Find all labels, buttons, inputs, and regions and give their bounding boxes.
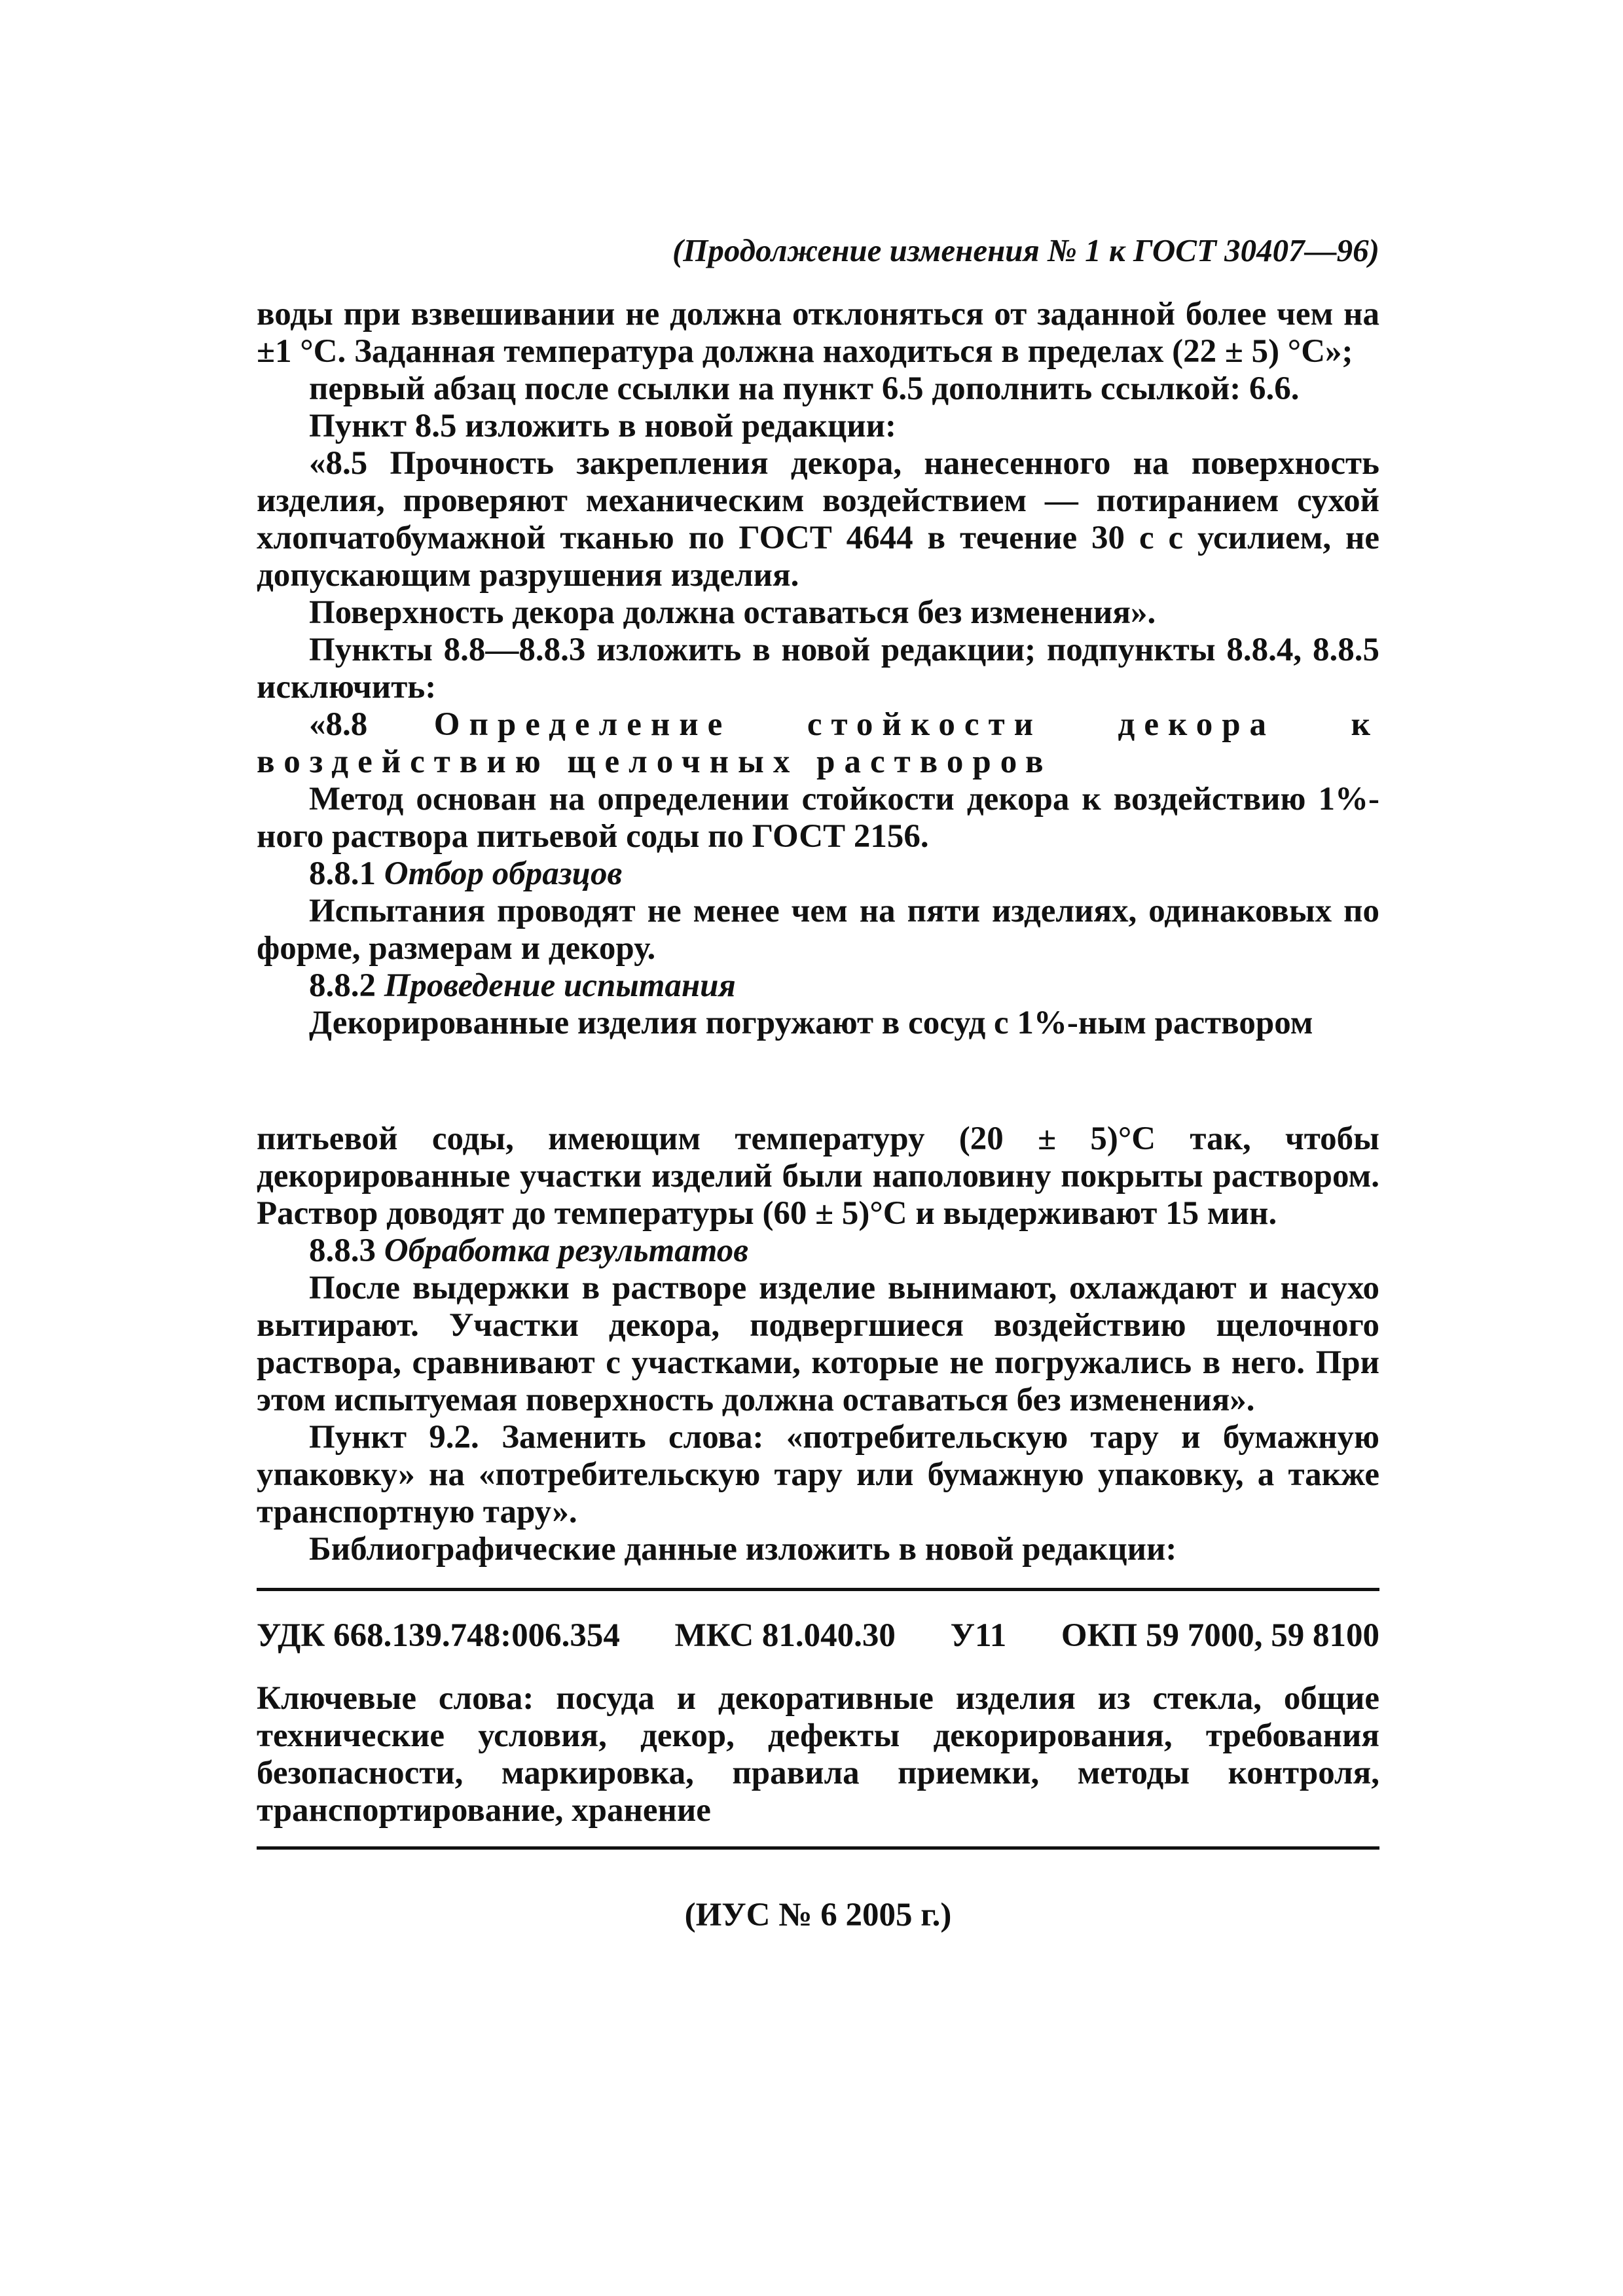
- document-page: [257, 229, 1379, 1935]
- paragraph: Пункт 8.5 изложить в новой редакции:: [309, 408, 896, 444]
- okp-code: ОКП 59 7000, 59 8100: [1061, 1617, 1379, 1654]
- subsection-title: Проведение испытания: [384, 967, 736, 1004]
- bottom-divider: [257, 1846, 1379, 1850]
- page-break-gap: [257, 1042, 1379, 1121]
- ius-reference: (ИУС № 6 2005 г.): [684, 1897, 952, 1933]
- paragraph: Декорированные изделия погружают в сосуд с 1%-ным раствором: [309, 1005, 1313, 1041]
- paragraph: Поверхность декора должна оставаться без изменения».: [309, 594, 1156, 631]
- subsection-heading-8-8-3: [257, 1232, 1379, 1270]
- paragraph: Испытания проводят не менее чем на пяти изделиях, одинаковых по форме, размерам и декору.: [257, 893, 1379, 967]
- section-title: Определение стойкости декора к воздействию щелочных растворов: [257, 706, 1379, 780]
- paragraph: После выдержки в растворе изделие вынимают, охлаждают и насухо вытирают. Участки декора, подвергшиеся воздействию щелочного раствора, сравнивают с участками, которые не погружались в него. При этом испытуемая поверхность должна оставаться без изменения».: [257, 1270, 1379, 1418]
- section-heading-8-8: [257, 706, 1379, 781]
- group-code: У11: [950, 1617, 1007, 1654]
- paragraph: Пункты 8.8—8.8.3 изложить в новой редакции; подпункты 8.8.4, 8.8.5 исключить:: [257, 632, 1379, 706]
- subsection-number: 8.8.2: [309, 967, 376, 1004]
- paragraph: первый абзац после ссылки на пункт 6.5 дополнить ссылкой: 6.6.: [309, 370, 1300, 407]
- paragraph: питьевой соды, имеющим температуру (20 ± 5)°С так, чтобы декорированные участки изделий были наполовину покрыты раствором. Раствор доводят до температуры (60 ± 5)°С и выдерживают 15 мин.: [257, 1121, 1379, 1232]
- paragraph: воды при взвешивании не должна отклоняться от заданной более чем на ±1 °С. Заданная температура должна находиться в пределах (22 ± 5) °С»;: [257, 296, 1379, 370]
- subsection-title: Обработка результатов: [384, 1232, 749, 1269]
- subsection-heading-8-8-1: [257, 855, 1379, 893]
- subsection-heading-8-8-2: [257, 967, 1379, 1005]
- top-divider: [257, 1588, 1379, 1591]
- subsection-title: Отбор образцов: [384, 855, 623, 892]
- mks-code: МКС 81.040.30: [674, 1617, 896, 1654]
- paragraph: Метод основан на определении стойкости декора к воздействию 1%-ного раствора питьевой соды по ГОСТ 2156.: [257, 781, 1379, 855]
- subsection-number: 8.8.1: [309, 855, 376, 892]
- keywords: Ключевые слова: посуда и декоративные изделия из стекла, общие технические условия, декор, дефекты декорирования, требования безопасности, маркировка, правила приемки, методы контроля, транспортирование, хранение: [257, 1680, 1379, 1829]
- paragraph: Библиографические данные изложить в новой редакции:: [309, 1531, 1177, 1568]
- classification-codes: [257, 1616, 1379, 1655]
- section-number: «8.8: [309, 706, 368, 743]
- document-body: [257, 296, 1379, 1568]
- udk-code: УДК 668.139.748:006.354: [257, 1617, 620, 1654]
- paragraph: Пункт 9.2. Заменить слова: «потребительскую тару и бумажную упаковку» на «потребительскую тару или бумажную упаковку, а также транспортную тару».: [257, 1419, 1379, 1530]
- subsection-number: 8.8.3: [309, 1232, 376, 1269]
- continuation-header: (Продолжение изменения № 1 к ГОСТ 30407—96): [672, 232, 1379, 268]
- paragraph: «8.5 Прочность закрепления декора, нанесенного на поверхность изделия, проверяют механическим воздействием — потиранием сухой хлопчатобумажной тканью по ГОСТ 4644 в течение 30 с с усилием, не допускающим разрушения изделия.: [257, 445, 1379, 594]
